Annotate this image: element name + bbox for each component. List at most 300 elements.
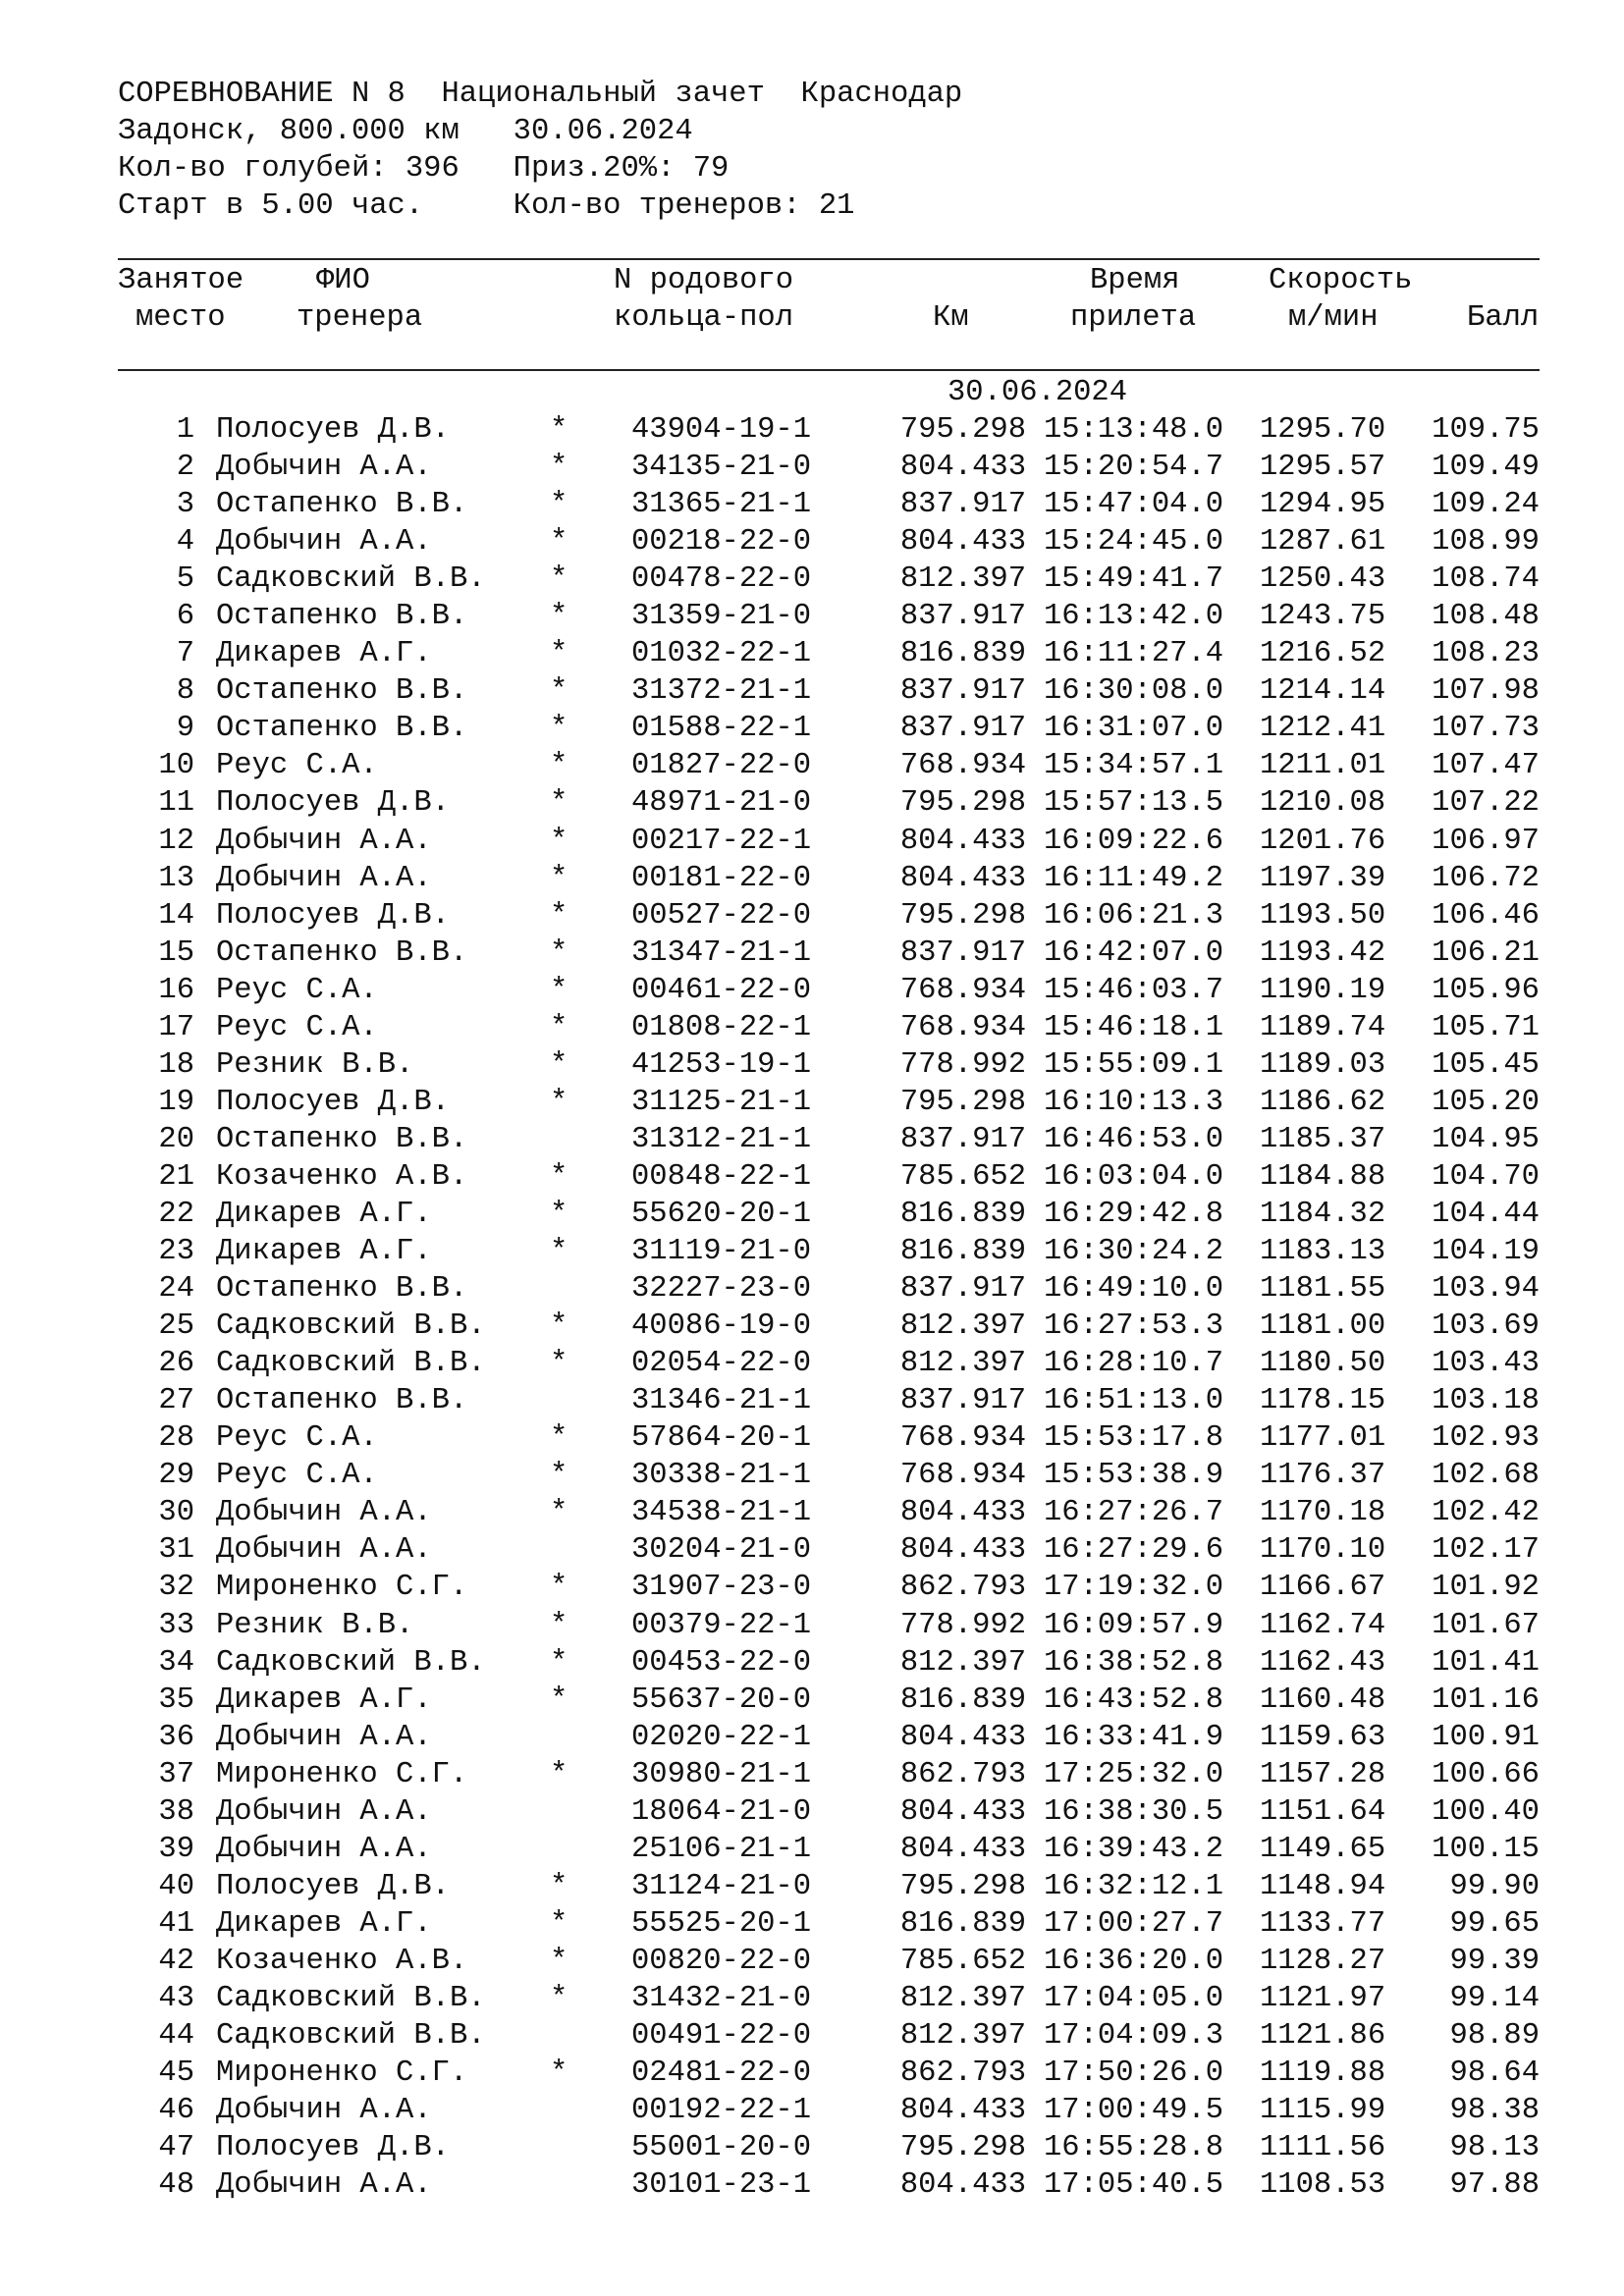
- cell-km: 816.839: [899, 1197, 1026, 1231]
- cell-km: 812.397: [899, 2019, 1026, 2054]
- cell-time: 16:39:43.2: [1044, 1832, 1224, 1866]
- cell-name: Добычин А.А.: [216, 1794, 432, 1829]
- cell-ring: 25106-21-1: [631, 1832, 812, 1866]
- cell-time: 16:33:41.9: [1044, 1720, 1224, 1754]
- cell-place: 4: [176, 525, 194, 560]
- cell-star: *: [550, 973, 568, 1007]
- cell-time: 16:51:13.0: [1044, 1384, 1224, 1418]
- cell-score: 103.94: [1432, 1272, 1540, 1307]
- cell-name: Реус С.А.: [216, 973, 378, 1007]
- cell-star: *: [550, 1235, 568, 1269]
- cell-star: *: [550, 1459, 568, 1493]
- cell-speed: 1157.28: [1260, 1757, 1386, 1791]
- cell-time: 15:57:13.5: [1044, 786, 1224, 821]
- cell-time: 15:53:38.9: [1044, 1459, 1224, 1493]
- cell-km: 804.433: [899, 1496, 1026, 1530]
- table-row: [0, 1382, 1624, 1419]
- cell-time: 17:04:09.3: [1044, 2019, 1224, 2054]
- cell-name: Добычин А.А.: [216, 2168, 432, 2203]
- cell-ring: 30204-21-0: [631, 1533, 812, 1568]
- cell-km: 812.397: [899, 1309, 1026, 1344]
- cell-speed: 1115.99: [1260, 2094, 1386, 2128]
- cell-place: 14: [158, 898, 194, 933]
- cell-time: 16:09:57.9: [1044, 1608, 1224, 1642]
- cell-km: 812.397: [899, 1347, 1026, 1381]
- cell-time: 17:00:27.7: [1044, 1906, 1224, 1941]
- cell-ring: 57864-20-1: [631, 1421, 812, 1456]
- cell-place: 20: [158, 1122, 194, 1156]
- cell-ring: 30338-21-1: [631, 1459, 812, 1493]
- cell-name: Остапенко В.В.: [216, 600, 468, 634]
- cell-time: 16:11:27.4: [1044, 637, 1224, 671]
- cell-name: Добычин А.А.: [216, 1496, 432, 1530]
- table-row: [0, 1531, 1624, 1569]
- cell-km: 804.433: [899, 2094, 1026, 2128]
- cell-time: 16:11:49.2: [1044, 861, 1224, 895]
- col-time-line2: прилета: [1070, 301, 1197, 335]
- cell-speed: 1108.53: [1260, 2168, 1386, 2203]
- cell-speed: 1128.27: [1260, 1944, 1386, 1978]
- table-row: [0, 1009, 1624, 1046]
- cell-ring: 30980-21-1: [631, 1757, 812, 1791]
- cell-km: 785.652: [899, 1159, 1026, 1194]
- cell-place: 16: [158, 973, 194, 1007]
- cell-km: 778.992: [899, 1608, 1026, 1642]
- cell-star: *: [550, 786, 568, 821]
- header-bottom-rule: [118, 369, 1540, 371]
- cell-star: *: [550, 1047, 568, 1082]
- cell-ring: 55001-20-0: [631, 2131, 812, 2165]
- cell-place: 22: [158, 1197, 194, 1231]
- table-row: [0, 1719, 1624, 1756]
- cell-ring: 31372-21-1: [631, 674, 812, 709]
- table-row: [0, 897, 1624, 934]
- cell-ring: 02481-22-0: [631, 2056, 812, 2091]
- cell-time: 16:27:29.6: [1044, 1533, 1224, 1568]
- cell-score: 99.65: [1449, 1906, 1540, 1941]
- cell-ring: 31907-23-0: [631, 1571, 812, 1605]
- cell-ring: 34538-21-1: [631, 1496, 812, 1530]
- cell-km: 795.298: [899, 1085, 1026, 1119]
- cell-time: 17:25:32.0: [1044, 1757, 1224, 1791]
- cell-score: 103.69: [1432, 1309, 1540, 1344]
- cell-score: 101.92: [1432, 1571, 1540, 1605]
- cell-place: 41: [158, 1906, 194, 1941]
- cell-ring: 40086-19-0: [631, 1309, 812, 1344]
- cell-time: 16:29:42.8: [1044, 1197, 1224, 1231]
- cell-score: 101.16: [1432, 1682, 1540, 1717]
- cell-km: 795.298: [899, 413, 1026, 447]
- cell-score: 103.43: [1432, 1347, 1540, 1381]
- cell-km: 804.433: [899, 1720, 1026, 1754]
- cell-place: 7: [176, 637, 194, 671]
- cell-speed: 1176.37: [1260, 1459, 1386, 1493]
- table-row: [0, 747, 1624, 784]
- cell-time: 15:53:17.8: [1044, 1421, 1224, 1456]
- cell-speed: 1186.62: [1260, 1085, 1386, 1119]
- cell-score: 100.15: [1432, 1832, 1540, 1866]
- table-row: [0, 1644, 1624, 1682]
- cell-km: 862.793: [899, 1757, 1026, 1791]
- cell-place: 35: [158, 1682, 194, 1717]
- cell-name: Полосуев Д.В.: [216, 2131, 450, 2165]
- table-row: [0, 1868, 1624, 1905]
- cell-name: Добычин А.А.: [216, 1720, 432, 1754]
- cell-place: 38: [158, 1794, 194, 1829]
- cell-name: Дикарев А.Г.: [216, 1682, 432, 1717]
- cell-km: 778.992: [899, 1047, 1026, 1082]
- cell-speed: 1201.76: [1260, 824, 1386, 858]
- cell-speed: 1177.01: [1260, 1421, 1386, 1456]
- table-row: [0, 860, 1624, 897]
- cell-speed: 1210.08: [1260, 786, 1386, 821]
- cell-score: 107.73: [1432, 712, 1540, 746]
- cell-name: Реус С.А.: [216, 1010, 378, 1044]
- cell-time: 16:27:26.7: [1044, 1496, 1224, 1530]
- cell-score: 103.18: [1432, 1384, 1540, 1418]
- cell-time: 17:50:26.0: [1044, 2056, 1224, 2091]
- cell-place: 17: [158, 1010, 194, 1044]
- cell-place: 21: [158, 1159, 194, 1194]
- cell-place: 32: [158, 1571, 194, 1605]
- cell-score: 101.67: [1432, 1608, 1540, 1642]
- cell-score: 108.99: [1432, 525, 1540, 560]
- cell-name: Козаченко А.В.: [216, 1944, 468, 1978]
- cell-star: *: [550, 1571, 568, 1605]
- cell-ring: 01588-22-1: [631, 712, 812, 746]
- cell-score: 106.46: [1432, 898, 1540, 933]
- table-row: [0, 1831, 1624, 1868]
- cell-name: Козаченко А.В.: [216, 1159, 468, 1194]
- cell-star: *: [550, 1981, 568, 2015]
- cell-ring: 55620-20-1: [631, 1197, 812, 1231]
- cell-km: 812.397: [899, 1645, 1026, 1680]
- table-row: [0, 1158, 1624, 1196]
- cell-place: 39: [158, 1832, 194, 1866]
- cell-km: 812.397: [899, 562, 1026, 597]
- cell-star: *: [550, 600, 568, 634]
- cell-score: 104.44: [1432, 1197, 1540, 1231]
- cell-name: Садковский В.В.: [216, 562, 486, 597]
- cell-time: 16:09:22.6: [1044, 824, 1224, 858]
- cell-place: 29: [158, 1459, 194, 1493]
- cell-score: 99.39: [1449, 1944, 1540, 1978]
- cell-km: 795.298: [899, 2131, 1026, 2165]
- header-counts: Кол-во голубей: 396 Приз.20%: 79: [118, 152, 730, 186]
- cell-speed: 1190.19: [1260, 973, 1386, 1007]
- cell-speed: 1243.75: [1260, 600, 1386, 634]
- cell-speed: 1119.88: [1260, 2056, 1386, 2091]
- cell-score: 104.70: [1432, 1159, 1540, 1194]
- top-rule: [118, 258, 1540, 260]
- cell-time: 16:43:52.8: [1044, 1682, 1224, 1717]
- cell-ring: 48971-21-0: [631, 786, 812, 821]
- cell-time: 16:30:08.0: [1044, 674, 1224, 709]
- table-row: [0, 561, 1624, 598]
- cell-place: 26: [158, 1347, 194, 1381]
- cell-km: 768.934: [899, 1421, 1026, 1456]
- cell-score: 107.22: [1432, 786, 1540, 821]
- cell-speed: 1111.56: [1260, 2131, 1386, 2165]
- cell-km: 862.793: [899, 1571, 1026, 1605]
- cell-ring: 41253-19-1: [631, 1047, 812, 1082]
- cell-ring: 00461-22-0: [631, 973, 812, 1007]
- cell-name: Полосуев Д.В.: [216, 898, 450, 933]
- cell-score: 99.14: [1449, 1981, 1540, 2015]
- cell-ring: 01032-22-1: [631, 637, 812, 671]
- cell-speed: 1181.00: [1260, 1309, 1386, 1344]
- table-row: [0, 2166, 1624, 2204]
- cell-ring: 00478-22-0: [631, 562, 812, 597]
- cell-star: *: [550, 749, 568, 783]
- cell-score: 98.13: [1449, 2131, 1540, 2165]
- cell-score: 100.40: [1432, 1794, 1540, 1829]
- cell-star: *: [550, 824, 568, 858]
- cell-time: 16:42:07.0: [1044, 935, 1224, 970]
- table-row: [0, 710, 1624, 747]
- cell-name: Добычин А.А.: [216, 824, 432, 858]
- table-row: [0, 1980, 1624, 2017]
- table-row: [0, 1793, 1624, 1831]
- cell-km: 804.433: [899, 861, 1026, 895]
- cell-km: 795.298: [899, 898, 1026, 933]
- table-row: [0, 1233, 1624, 1270]
- cell-place: 40: [158, 1869, 194, 1903]
- cell-speed: 1189.74: [1260, 1010, 1386, 1044]
- cell-time: 16:55:28.8: [1044, 2131, 1224, 2165]
- cell-ring: 30101-23-1: [631, 2168, 812, 2203]
- cell-name: Добычин А.А.: [216, 2094, 432, 2128]
- table-row: [0, 1084, 1624, 1121]
- cell-name: Дикарев А.Г.: [216, 1906, 432, 1941]
- cell-ring: 31432-21-0: [631, 1981, 812, 2015]
- table-row: [0, 1419, 1624, 1457]
- cell-km: 837.917: [899, 1122, 1026, 1156]
- table-row: [0, 823, 1624, 860]
- table-row: [0, 1046, 1624, 1084]
- cell-star: *: [550, 1608, 568, 1642]
- cell-place: 23: [158, 1235, 194, 1269]
- cell-place: 9: [176, 712, 194, 746]
- col-speed-line1: Скорость: [1269, 264, 1413, 297]
- cell-name: Остапенко В.В.: [216, 1384, 468, 1418]
- date-group-label: 30.06.2024: [947, 376, 1128, 409]
- cell-name: Резник В.В.: [216, 1608, 414, 1642]
- cell-time: 16:38:52.8: [1044, 1645, 1224, 1680]
- cell-star: *: [550, 1010, 568, 1044]
- cell-place: 27: [158, 1384, 194, 1418]
- cell-place: 45: [158, 2056, 194, 2091]
- cell-place: 15: [158, 935, 194, 970]
- table-row: [0, 972, 1624, 1009]
- table-row: [0, 2055, 1624, 2092]
- cell-name: Полосуев Д.В.: [216, 1869, 450, 1903]
- cell-speed: 1178.15: [1260, 1384, 1386, 1418]
- cell-place: 11: [158, 786, 194, 821]
- cell-km: 816.839: [899, 1906, 1026, 1941]
- cell-time: 16:06:21.3: [1044, 898, 1224, 933]
- table-row: [0, 449, 1624, 486]
- cell-star: *: [550, 1085, 568, 1119]
- cell-speed: 1211.01: [1260, 749, 1386, 783]
- cell-km: 812.397: [899, 1981, 1026, 2015]
- cell-time: 15:24:45.0: [1044, 525, 1224, 560]
- cell-time: 15:46:03.7: [1044, 973, 1224, 1007]
- cell-name: Дикарев А.Г.: [216, 1197, 432, 1231]
- cell-speed: 1162.43: [1260, 1645, 1386, 1680]
- cell-time: 16:36:20.0: [1044, 1944, 1224, 1978]
- cell-star: *: [550, 935, 568, 970]
- cell-score: 98.38: [1449, 2094, 1540, 2128]
- cell-km: 837.917: [899, 488, 1026, 522]
- cell-name: Добычин А.А.: [216, 525, 432, 560]
- cell-km: 816.839: [899, 1235, 1026, 1269]
- cell-place: 8: [176, 674, 194, 709]
- cell-place: 36: [158, 1720, 194, 1754]
- cell-km: 837.917: [899, 712, 1026, 746]
- col-place-line1: Занятое: [118, 264, 244, 297]
- cell-score: 102.42: [1432, 1496, 1540, 1530]
- cell-name: Остапенко В.В.: [216, 674, 468, 709]
- col-place-line2: место: [135, 301, 226, 335]
- cell-place: 13: [158, 861, 194, 895]
- cell-km: 804.433: [899, 1794, 1026, 1829]
- cell-time: 16:13:42.0: [1044, 600, 1224, 634]
- table-row: [0, 1682, 1624, 1719]
- cell-star: *: [550, 898, 568, 933]
- cell-name: Мироненко С.Г.: [216, 1571, 468, 1605]
- cell-score: 98.89: [1449, 2019, 1540, 2054]
- cell-score: 100.91: [1432, 1720, 1540, 1754]
- cell-name: Садковский В.В.: [216, 2019, 486, 2054]
- cell-score: 109.49: [1432, 451, 1540, 485]
- cell-km: 785.652: [899, 1944, 1026, 1978]
- cell-name: Мироненко С.Г.: [216, 2056, 468, 2091]
- cell-star: *: [550, 1159, 568, 1194]
- cell-km: 837.917: [899, 600, 1026, 634]
- cell-score: 106.72: [1432, 861, 1540, 895]
- cell-km: 804.433: [899, 525, 1026, 560]
- cell-score: 102.68: [1432, 1459, 1540, 1493]
- cell-km: 768.934: [899, 1010, 1026, 1044]
- cell-speed: 1183.13: [1260, 1235, 1386, 1269]
- cell-name: Добычин А.А.: [216, 1832, 432, 1866]
- cell-speed: 1250.43: [1260, 562, 1386, 597]
- cell-place: 19: [158, 1085, 194, 1119]
- cell-star: *: [550, 712, 568, 746]
- cell-score: 98.64: [1449, 2056, 1540, 2091]
- cell-place: 44: [158, 2019, 194, 2054]
- cell-speed: 1159.63: [1260, 1720, 1386, 1754]
- cell-speed: 1151.64: [1260, 1794, 1386, 1829]
- cell-name: Реус С.А.: [216, 749, 378, 783]
- cell-km: 804.433: [899, 824, 1026, 858]
- cell-star: *: [550, 1944, 568, 1978]
- cell-name: Остапенко В.В.: [216, 935, 468, 970]
- cell-km: 768.934: [899, 749, 1026, 783]
- header-competition: СОРЕВНОВАНИЕ N 8 Национальный зачет Краснодар: [118, 78, 963, 111]
- cell-speed: 1189.03: [1260, 1047, 1386, 1082]
- cell-score: 106.21: [1432, 935, 1540, 970]
- cell-speed: 1287.61: [1260, 525, 1386, 560]
- cell-km: 804.433: [899, 1533, 1026, 1568]
- cell-star: *: [550, 1645, 568, 1680]
- cell-star: *: [550, 674, 568, 709]
- table-row: [0, 1607, 1624, 1644]
- header-start: Старт в 5.00 час. Кол-во тренеров: 21: [118, 189, 855, 223]
- cell-star: *: [550, 525, 568, 560]
- cell-star: *: [550, 1496, 568, 1530]
- table-row: [0, 1569, 1624, 1606]
- cell-speed: 1197.39: [1260, 861, 1386, 895]
- cell-place: 10: [158, 749, 194, 783]
- cell-speed: 1133.77: [1260, 1906, 1386, 1941]
- cell-km: 837.917: [899, 1272, 1026, 1307]
- cell-speed: 1160.48: [1260, 1682, 1386, 1717]
- cell-speed: 1193.42: [1260, 935, 1386, 970]
- cell-speed: 1149.65: [1260, 1832, 1386, 1866]
- cell-time: 15:46:18.1: [1044, 1010, 1224, 1044]
- cell-star: *: [550, 413, 568, 447]
- cell-place: 30: [158, 1496, 194, 1530]
- cell-ring: 55637-20-0: [631, 1682, 812, 1717]
- cell-speed: 1216.52: [1260, 637, 1386, 671]
- cell-score: 106.97: [1432, 824, 1540, 858]
- col-name-line2: тренера: [297, 301, 423, 335]
- cell-speed: 1193.50: [1260, 898, 1386, 933]
- cell-name: Дикарев А.Г.: [216, 1235, 432, 1269]
- table-row: [0, 1270, 1624, 1308]
- cell-star: *: [550, 562, 568, 597]
- cell-ring: 02054-22-0: [631, 1347, 812, 1381]
- cell-time: 15:49:41.7: [1044, 562, 1224, 597]
- cell-speed: 1295.57: [1260, 451, 1386, 485]
- table-row: [0, 1457, 1624, 1494]
- cell-ring: 00217-22-1: [631, 824, 812, 858]
- table-row: [0, 784, 1624, 822]
- cell-speed: 1294.95: [1260, 488, 1386, 522]
- cell-star: *: [550, 1309, 568, 1344]
- cell-star: *: [550, 1757, 568, 1791]
- cell-time: 15:13:48.0: [1044, 413, 1224, 447]
- cell-place: 47: [158, 2131, 194, 2165]
- cell-time: 15:34:57.1: [1044, 749, 1224, 783]
- cell-ring: 01827-22-0: [631, 749, 812, 783]
- col-km: Км: [933, 301, 969, 335]
- cell-speed: 1295.70: [1260, 413, 1386, 447]
- table-row: [0, 486, 1624, 523]
- cell-name: Остапенко В.В.: [216, 712, 468, 746]
- cell-name: Резник В.В.: [216, 1047, 414, 1082]
- cell-name: Добычин А.А.: [216, 451, 432, 485]
- cell-star: *: [550, 1421, 568, 1456]
- cell-time: 16:03:04.0: [1044, 1159, 1224, 1194]
- cell-time: 16:46:53.0: [1044, 1122, 1224, 1156]
- header-route: Задонск, 800.000 км 30.06.2024: [118, 115, 693, 148]
- cell-speed: 1214.14: [1260, 674, 1386, 709]
- cell-place: 5: [176, 562, 194, 597]
- table-row: [0, 1345, 1624, 1382]
- cell-score: 107.47: [1432, 749, 1540, 783]
- table-row: [0, 1943, 1624, 1980]
- cell-speed: 1181.55: [1260, 1272, 1386, 1307]
- col-ring-line2: кольца-пол: [614, 301, 794, 335]
- cell-km: 768.934: [899, 973, 1026, 1007]
- cell-score: 108.74: [1432, 562, 1540, 597]
- cell-ring: 00848-22-1: [631, 1159, 812, 1194]
- cell-name: Полосуев Д.В.: [216, 1085, 450, 1119]
- cell-place: 18: [158, 1047, 194, 1082]
